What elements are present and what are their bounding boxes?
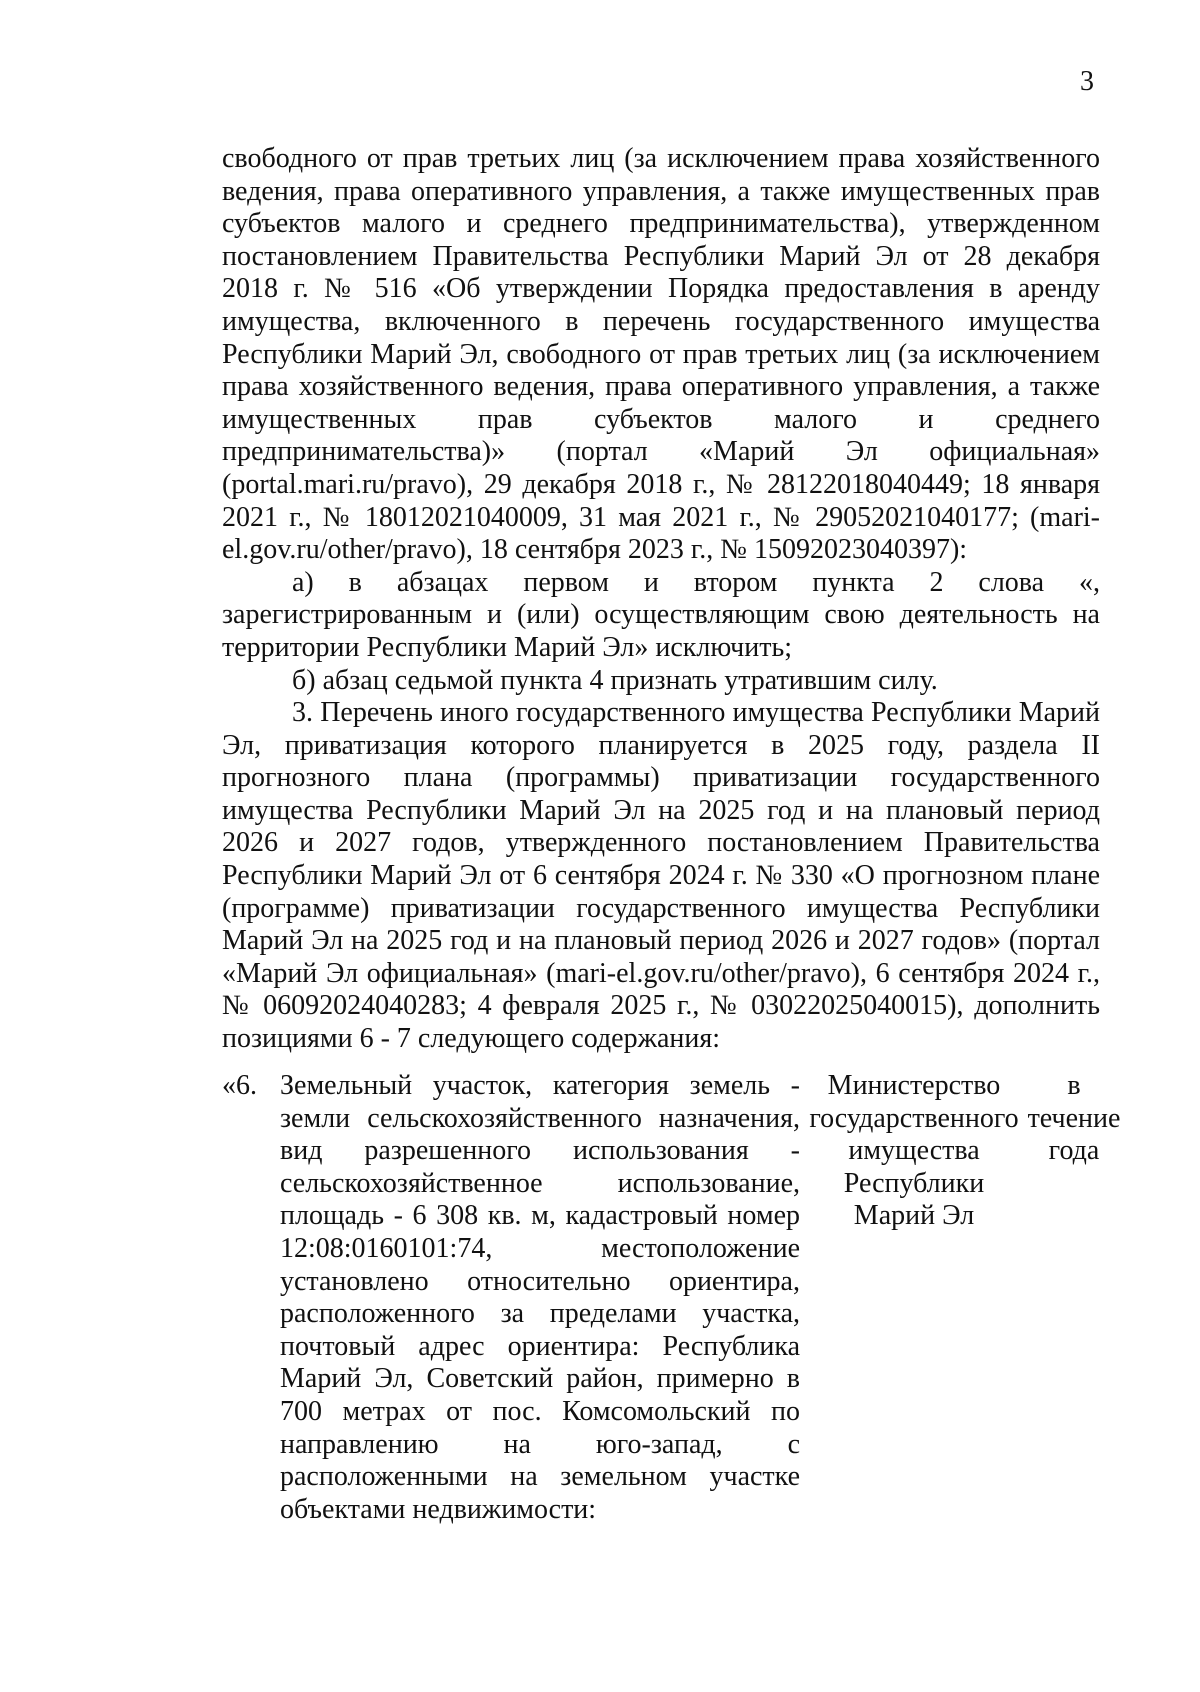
paragraph-item-a: а) в абзацах первом и втором пункта 2 слова «, зарегистрированным и (или) осуществляющим свою деятельность на территории Республики Марий Эл» исключить; <box>222 566 1100 663</box>
table-property-description: Земельный участок, категория земель - земли сельскохозяйственного назначения, вид разрешенного использования - сельскохозяйственное использование, площадь - 6 308 кв. м, кадастровый номер 12:08:0160101:74, местоположение установлено относительно ориентира, расположенного за пределами участка, почтовый адрес ориентира: Республика Марий Эл, Советский район, примерно в 700 метрах от пос. Комсомольский по направлению на юго-запад, с расположенными на земельном участке объектами недвижимости: <box>280 1070 800 1525</box>
paragraph-continuation: свободного от прав третьих лиц (за исключением права хозяйственного ведения, права оперативного управления, а также имущественных прав субъектов малого и среднего предпринимательства), утвержденном постановлением Правительства Республики Марий Эл от 28 декабря 2018 г. № 516 «Об утверждении Порядка предоставления в аренду имущества, включенного в перечень государственного имущества Республики Марий Эл, свободного от прав третьих лиц (за исключением права хозяйственного ведения, права оперативного управления, а также имущественных прав субъектов малого и среднего предпринимательства)» (портал «Марий Эл официальная» (portal.mari.ru/pravo), 29 декабря 2018 г., № 28122018040449; 18 января 2021 г., № 18012021040009, 31 мая 2021 г., № 29052021040177; (mari-el.gov.ru/other/pravo), 18 сентября 2023 г., № 15092023040397): <box>222 143 1100 566</box>
paragraph-item-b: б) абзац седьмой пункта 4 признать утратившим силу. <box>292 664 938 696</box>
document-body <box>222 143 1100 1056</box>
table-privatization-term: в течение года <box>1027 1070 1121 1167</box>
paragraph-point-3: 3. Перечень иного государственного имущества Республики Марий Эл, приватизация которого планируется в 2025 году, раздела II прогнозного плана (программы) приватизации государственного имущества Республики Марий Эл на 2025 год и на плановый период 2026 и 2027 годов, утвержденного постановлением Правительства Республики Марий Эл от 6 сентября 2024 г. № 330 «О прогнозном плане (программе) приватизации государственного имущества Республики Марий Эл на 2025 год и на плановый период 2026 и 2027 годов» (портал «Марий Эл официальная» (mari-el.gov.ru/other/pravo), 6 сентября 2024 г., № 06092024040283; 4 февраля 2025 г., № 03022025040015), дополнить позициями 6 - 7 следующего содержания: <box>222 697 1100 1055</box>
page-number: 3 <box>1080 66 1094 97</box>
table-row-number: «6. <box>222 1070 257 1101</box>
table-responsible-organization: Министерство государственного имущества Республики Марий Эл <box>809 1070 1019 1232</box>
